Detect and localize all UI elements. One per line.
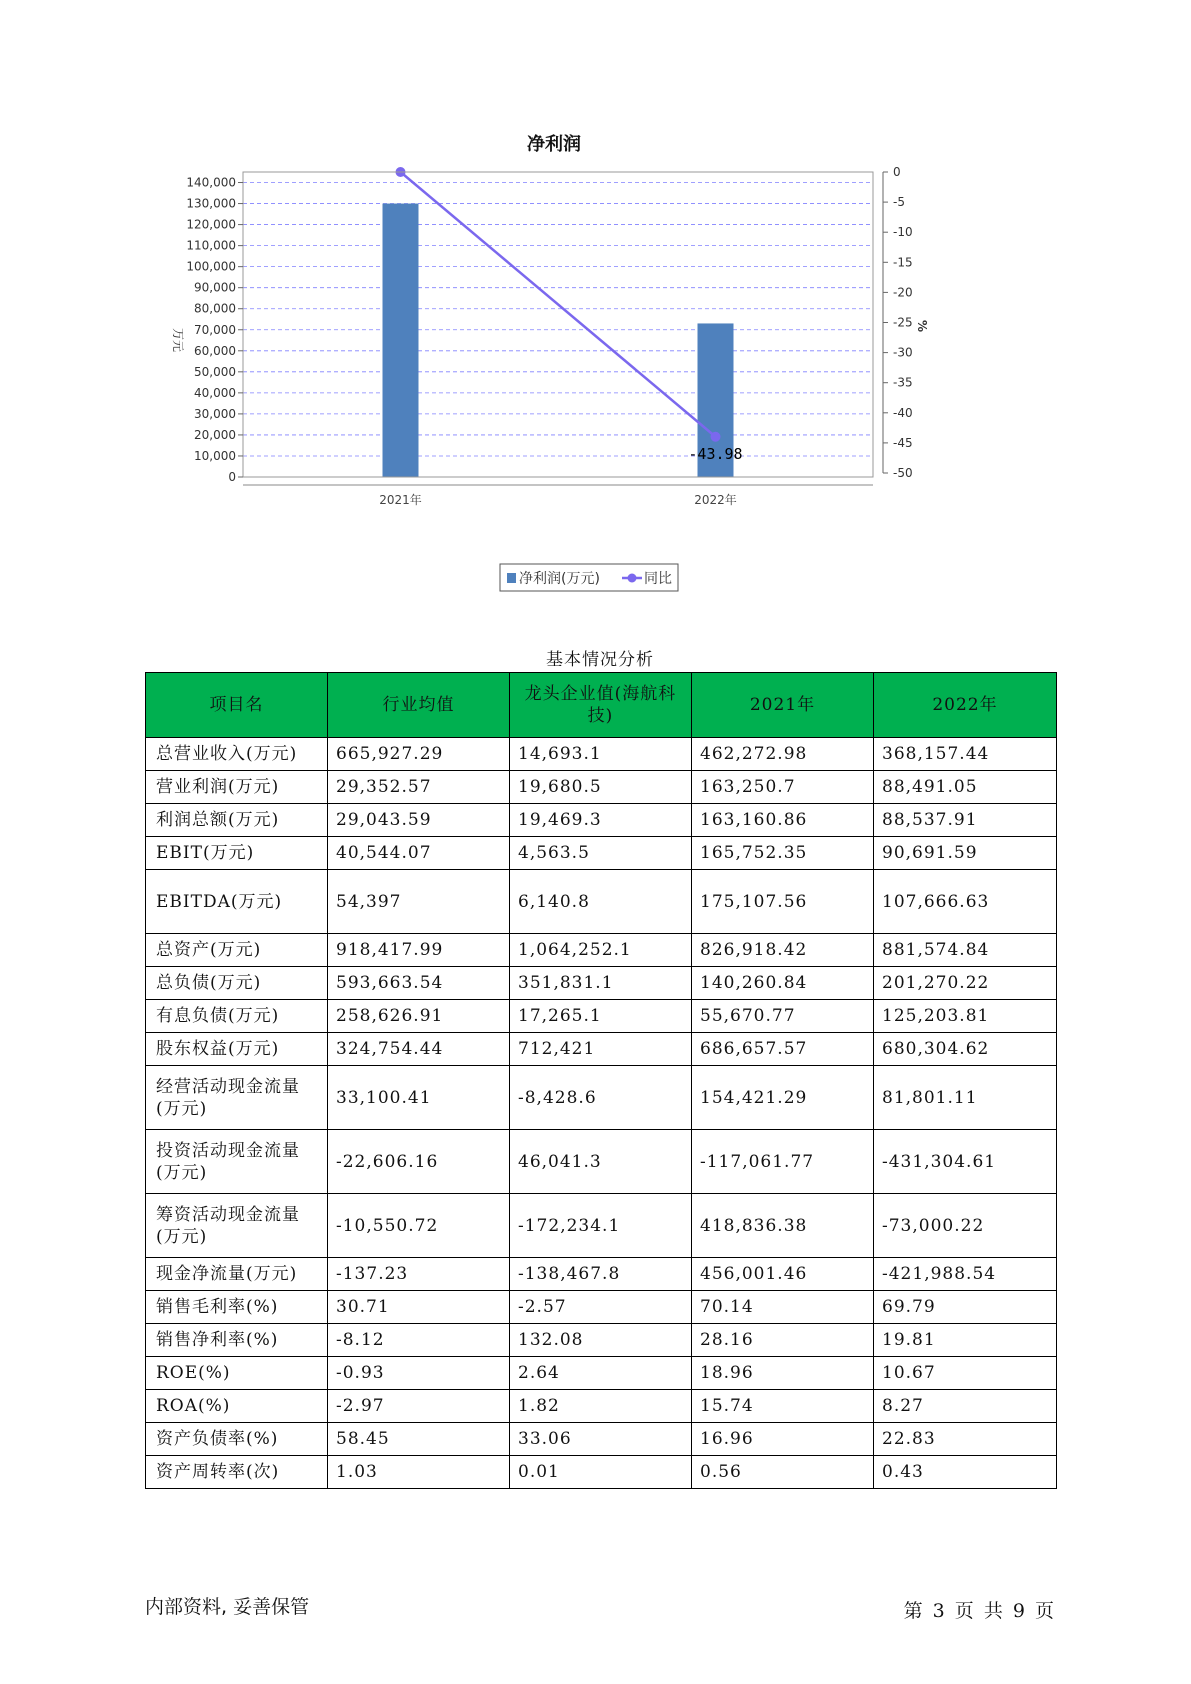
industry-avg-cell: -0.93: [328, 1357, 510, 1390]
y-tick-label: 60,000: [194, 343, 236, 358]
leader-value-cell: 2.64: [510, 1357, 692, 1390]
bar-series: [383, 204, 734, 477]
table-row: [146, 1066, 1057, 1130]
value-2021-cell: 0.56: [692, 1456, 874, 1489]
value-2022-cell: 69.79: [874, 1291, 1057, 1324]
y-right-tick-label: -10: [893, 225, 913, 240]
leader-value-cell: -8,428.6: [510, 1066, 692, 1130]
data-label: -43.98: [688, 444, 743, 463]
table-row: [146, 1291, 1057, 1324]
value-2022-cell: -73,000.22: [874, 1194, 1057, 1258]
table-row: [146, 1000, 1057, 1033]
row-name-cell: 销售净利率(%): [146, 1324, 328, 1357]
value-2022-cell: 88,537.91: [874, 804, 1057, 837]
row-name-cell: 现金净流量(万元): [146, 1258, 328, 1291]
row-name-cell: 投资活动现金流量(万元): [146, 1130, 328, 1194]
value-2021-cell: -117,061.77: [692, 1130, 874, 1194]
value-2022-cell: 88,491.05: [874, 771, 1057, 804]
row-name-cell: ROE(%): [146, 1357, 328, 1390]
value-2021-cell: 462,272.98: [692, 738, 874, 771]
row-name-cell: 有息负债(万元): [146, 1000, 328, 1033]
industry-avg-cell: 1.03: [328, 1456, 510, 1489]
legend-line-label: 同比: [644, 571, 672, 587]
table-row: [146, 738, 1057, 771]
value-2022-cell: 19.81: [874, 1324, 1057, 1357]
value-2021-cell: 140,260.84: [692, 967, 874, 1000]
leader-value-cell: 17,265.1: [510, 1000, 692, 1033]
industry-avg-cell: 33,100.41: [328, 1066, 510, 1130]
y-right-tick-label: -25: [893, 315, 913, 330]
value-2021-cell: 55,670.77: [692, 1000, 874, 1033]
leader-value-cell: 0.01: [510, 1456, 692, 1489]
y-tick-label: 10,000: [194, 448, 236, 463]
value-2022-cell: 680,304.62: [874, 1033, 1057, 1066]
value-2021-cell: 175,107.56: [692, 870, 874, 934]
industry-avg-cell: 258,626.91: [328, 1000, 510, 1033]
value-2022-cell: -421,988.54: [874, 1258, 1057, 1291]
y-right-tick-label: -45: [893, 435, 913, 450]
row-name-cell: EBITDA(万元): [146, 870, 328, 934]
industry-avg-cell: 324,754.44: [328, 1033, 510, 1066]
y-tick-label: 100,000: [186, 259, 236, 274]
row-name-cell: 总资产(万元): [146, 934, 328, 967]
value-2022-cell: 125,203.81: [874, 1000, 1057, 1033]
line-point: [711, 432, 721, 442]
chart-canvas: [160, 130, 1020, 600]
y-right-tick-label: -5: [893, 195, 905, 210]
row-name-cell: ROA(%): [146, 1390, 328, 1423]
table-row: [146, 1456, 1057, 1489]
row-name-cell: 营业利润(万元): [146, 771, 328, 804]
footer-page-number: 第 3 页 共 9 页: [903, 1600, 1056, 1622]
industry-avg-cell: 40,544.07: [328, 837, 510, 870]
value-2021-cell: 18.96: [692, 1357, 874, 1390]
leader-value-cell: 4,563.5: [510, 837, 692, 870]
line-series: [396, 167, 743, 463]
table-caption: 基本情况分析: [546, 650, 654, 670]
value-2022-cell: 90,691.59: [874, 837, 1057, 870]
leader-value-cell: 6,140.8: [510, 870, 692, 934]
row-name-cell: 销售毛利率(%): [146, 1291, 328, 1324]
value-2021-cell: 154,421.29: [692, 1066, 874, 1130]
table-row: [146, 804, 1057, 837]
leader-value-cell: 132.08: [510, 1324, 692, 1357]
leader-value-cell: -172,234.1: [510, 1194, 692, 1258]
y-tick-label: 70,000: [194, 322, 236, 337]
value-2021-cell: 826,918.42: [692, 934, 874, 967]
value-2022-cell: 10.67: [874, 1357, 1057, 1390]
industry-avg-cell: -8.12: [328, 1324, 510, 1357]
value-2021-cell: 163,250.7: [692, 771, 874, 804]
table-row: [146, 1130, 1057, 1194]
table-row: [146, 934, 1057, 967]
table-row: [146, 771, 1057, 804]
industry-avg-cell: 665,927.29: [328, 738, 510, 771]
y-tick-label: 140,000: [186, 175, 236, 190]
chart-legend: [500, 564, 678, 591]
value-2022-cell: 22.83: [874, 1423, 1057, 1456]
industry-avg-cell: -2.97: [328, 1390, 510, 1423]
table-row: [146, 1258, 1057, 1291]
y-tick-label: 50,000: [194, 364, 236, 379]
plot-frame: [243, 172, 873, 477]
y-right-tick-label: -50: [893, 466, 913, 480]
y-tick-label: 40,000: [194, 385, 236, 400]
value-2021-cell: 28.16: [692, 1324, 874, 1357]
industry-avg-cell: -10,550.72: [328, 1194, 510, 1258]
value-2022-cell: -431,304.61: [874, 1130, 1057, 1194]
x-tick-label: 2021年: [379, 493, 422, 507]
leader-value-cell: 712,421: [510, 1033, 692, 1066]
table-row: [146, 1033, 1057, 1066]
value-2021-cell: 456,001.46: [692, 1258, 874, 1291]
table-row: [146, 967, 1057, 1000]
table-body: [146, 738, 1057, 1489]
header-item-name: 项目名: [146, 673, 328, 738]
net-profit-chart: [160, 130, 1020, 600]
industry-avg-cell: -22,606.16: [328, 1130, 510, 1194]
value-2022-cell: 81,801.11: [874, 1066, 1057, 1130]
leader-value-cell: 33.06: [510, 1423, 692, 1456]
table-row: [146, 837, 1057, 870]
leader-value-cell: 19,680.5: [510, 771, 692, 804]
row-name-cell: 股东权益(万元): [146, 1033, 328, 1066]
grid-lines: [243, 183, 873, 456]
leader-value-cell: 19,469.3: [510, 804, 692, 837]
y-tick-label: 0: [228, 470, 236, 484]
header-leader-value: 龙头企业值(海航科技): [510, 673, 692, 738]
row-name-cell: 资产周转率(次): [146, 1456, 328, 1489]
y-right-tick-label: -35: [893, 375, 913, 390]
header-2022: 2022年: [874, 673, 1057, 738]
table-row: [146, 1324, 1057, 1357]
industry-avg-cell: 29,043.59: [328, 804, 510, 837]
row-name-cell: 筹资活动现金流量(万元): [146, 1194, 328, 1258]
leader-value-cell: 14,693.1: [510, 738, 692, 771]
industry-avg-cell: 593,663.54: [328, 967, 510, 1000]
table-header-row: [146, 673, 1057, 738]
y-right-tick-label: -20: [893, 285, 913, 300]
value-2021-cell: 163,160.86: [692, 804, 874, 837]
footer-confidential-note: 内部资料, 妥善保管: [145, 1596, 310, 1618]
leader-value-cell: -2.57: [510, 1291, 692, 1324]
y-tick-label: 120,000: [186, 217, 236, 232]
value-2021-cell: 16.96: [692, 1423, 874, 1456]
x-tick-label: 2022年: [694, 493, 737, 507]
leader-value-cell: 351,831.1: [510, 967, 692, 1000]
leader-value-cell: 1.82: [510, 1390, 692, 1423]
value-2022-cell: 8.27: [874, 1390, 1057, 1423]
y-right-tick-label: -30: [893, 345, 913, 360]
industry-avg-cell: 918,417.99: [328, 934, 510, 967]
industry-avg-cell: 58.45: [328, 1423, 510, 1456]
y-right-tick-label: 0: [893, 165, 901, 179]
value-2022-cell: 0.43: [874, 1456, 1057, 1489]
table-row: [146, 1194, 1057, 1258]
value-2022-cell: 368,157.44: [874, 738, 1057, 771]
industry-avg-cell: 29,352.57: [328, 771, 510, 804]
leader-value-cell: 46,041.3: [510, 1130, 692, 1194]
value-2022-cell: 107,666.63: [874, 870, 1057, 934]
y-tick-label: 90,000: [194, 280, 236, 295]
y-tick-label: 130,000: [186, 196, 236, 211]
header-2021: 2021年: [692, 673, 874, 738]
row-name-cell: 经营活动现金流量(万元): [146, 1066, 328, 1130]
header-industry-avg: 行业均值: [328, 673, 510, 738]
chart-title: 净利润: [527, 134, 581, 155]
legend-bar-swatch: [507, 573, 516, 583]
value-2021-cell: 15.74: [692, 1390, 874, 1423]
y-right-tick-label: -40: [893, 405, 913, 420]
table-row: [146, 1390, 1057, 1423]
row-name-cell: 利润总额(万元): [146, 804, 328, 837]
table-row: [146, 1423, 1057, 1456]
legend-line-marker: [628, 574, 637, 583]
bar: [383, 204, 419, 477]
leader-value-cell: -138,467.8: [510, 1258, 692, 1291]
y-tick-label: 30,000: [194, 406, 236, 421]
basic-analysis-table: [145, 672, 1057, 1489]
yoy-line: [401, 172, 716, 437]
industry-avg-cell: 30.71: [328, 1291, 510, 1324]
table-row: [146, 1357, 1057, 1390]
value-2022-cell: 881,574.84: [874, 934, 1057, 967]
y-tick-label: 80,000: [194, 301, 236, 316]
value-2021-cell: 418,836.38: [692, 1194, 874, 1258]
value-2021-cell: 686,657.57: [692, 1033, 874, 1066]
y-tick-label: 20,000: [194, 427, 236, 442]
y-right-axis-label: %: [915, 320, 929, 333]
leader-value-cell: 1,064,252.1: [510, 934, 692, 967]
row-name-cell: 资产负债率(%): [146, 1423, 328, 1456]
row-name-cell: EBIT(万元): [146, 837, 328, 870]
row-name-cell: 总营业收入(万元): [146, 738, 328, 771]
value-2021-cell: 165,752.35: [692, 837, 874, 870]
y-right-tick-label: -15: [893, 255, 913, 270]
industry-avg-cell: -137.23: [328, 1258, 510, 1291]
y-tick-label: 110,000: [186, 238, 236, 253]
value-2021-cell: 70.14: [692, 1291, 874, 1324]
industry-avg-cell: 54,397: [328, 870, 510, 934]
value-2022-cell: 201,270.22: [874, 967, 1057, 1000]
y-axis-label: 万元: [171, 328, 185, 353]
row-name-cell: 总负债(万元): [146, 967, 328, 1000]
legend-bar-label: 净利润(万元): [519, 571, 600, 587]
table-row: [146, 870, 1057, 934]
